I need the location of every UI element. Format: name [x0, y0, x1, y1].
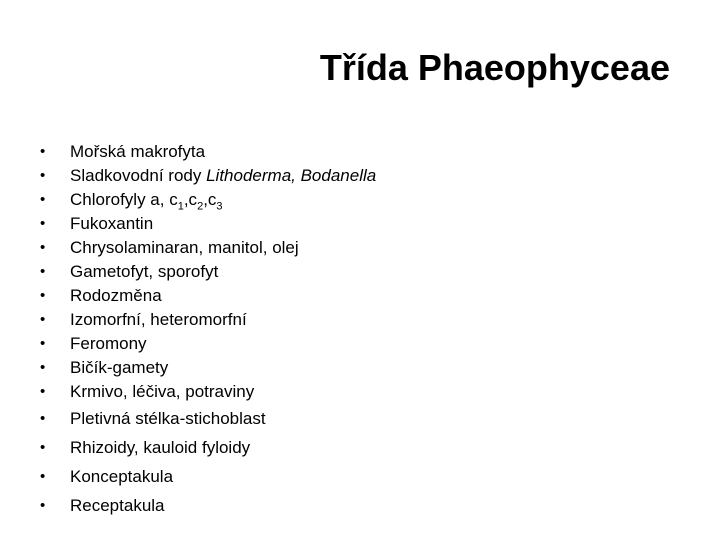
subscript: 2 — [197, 200, 204, 213]
item-text: Gametofyt, sporofyt — [70, 262, 219, 281]
list-item — [40, 188, 376, 212]
bullet-icon: • — [40, 335, 46, 352]
list-item — [40, 164, 376, 188]
slide-title: Třída Phaeophyceae — [319, 47, 670, 88]
list-item — [40, 462, 376, 491]
list-item — [40, 140, 376, 164]
item-text: Bičík-gamety — [70, 358, 169, 377]
list-item — [40, 332, 376, 356]
bullet-icon: • — [40, 287, 46, 304]
bullet-icon: • — [40, 383, 46, 400]
bullet-icon: • — [40, 410, 46, 427]
list-item — [40, 356, 376, 380]
list-item — [40, 212, 376, 236]
list-item — [40, 308, 376, 332]
bullet-icon: • — [40, 263, 46, 280]
item-text: Receptakula — [70, 496, 165, 515]
bullet-icon: • — [40, 439, 46, 456]
bullet-icon: • — [40, 239, 46, 256]
bullet-icon: • — [40, 191, 46, 208]
item-text: Konceptakula — [70, 467, 174, 486]
item-text: Pletivná stélka-stichoblast — [70, 409, 266, 428]
list-item — [40, 236, 376, 260]
bullet-icon: • — [40, 468, 46, 485]
item-text: Mořská makrofyta — [70, 142, 206, 161]
bullet-icon: • — [40, 311, 46, 328]
item-text: Rodozměna — [70, 286, 162, 305]
item-text: Izomorfní, heteromorfní — [70, 310, 247, 329]
bullet-icon: • — [40, 143, 46, 160]
item-text-prefix: Chlorofyly a, c — [70, 190, 178, 209]
bullet-icon: • — [40, 359, 46, 376]
item-text: Chrysolaminaran, manitol, olej — [70, 238, 299, 257]
bullet-list — [40, 140, 376, 520]
subscript: 1 — [177, 200, 184, 213]
item-text-italic: Lithoderma, Bodanella — [206, 166, 377, 185]
item-text-sep: ,c — [203, 190, 217, 209]
item-text: Krmivo, léčiva, potraviny — [70, 382, 255, 401]
item-text — [70, 188, 223, 212]
list-item — [40, 433, 376, 462]
list-item — [40, 284, 376, 308]
item-text: Rhizoidy, kauloid fyloidy — [70, 438, 251, 457]
item-text-sep: ,c — [183, 190, 198, 209]
item-text-plain: Sladkovodní rody — [70, 166, 207, 185]
item-text: Fukoxantin — [70, 214, 154, 233]
list-item — [40, 404, 376, 433]
bullet-icon: • — [40, 167, 46, 184]
list-item — [40, 491, 376, 520]
list-item — [40, 380, 376, 404]
item-text — [70, 164, 376, 188]
subscript: 3 — [216, 200, 223, 213]
bullet-icon: • — [40, 215, 46, 232]
item-text: Feromony — [70, 334, 147, 353]
list-item — [40, 260, 376, 284]
bullet-icon: • — [40, 497, 46, 514]
